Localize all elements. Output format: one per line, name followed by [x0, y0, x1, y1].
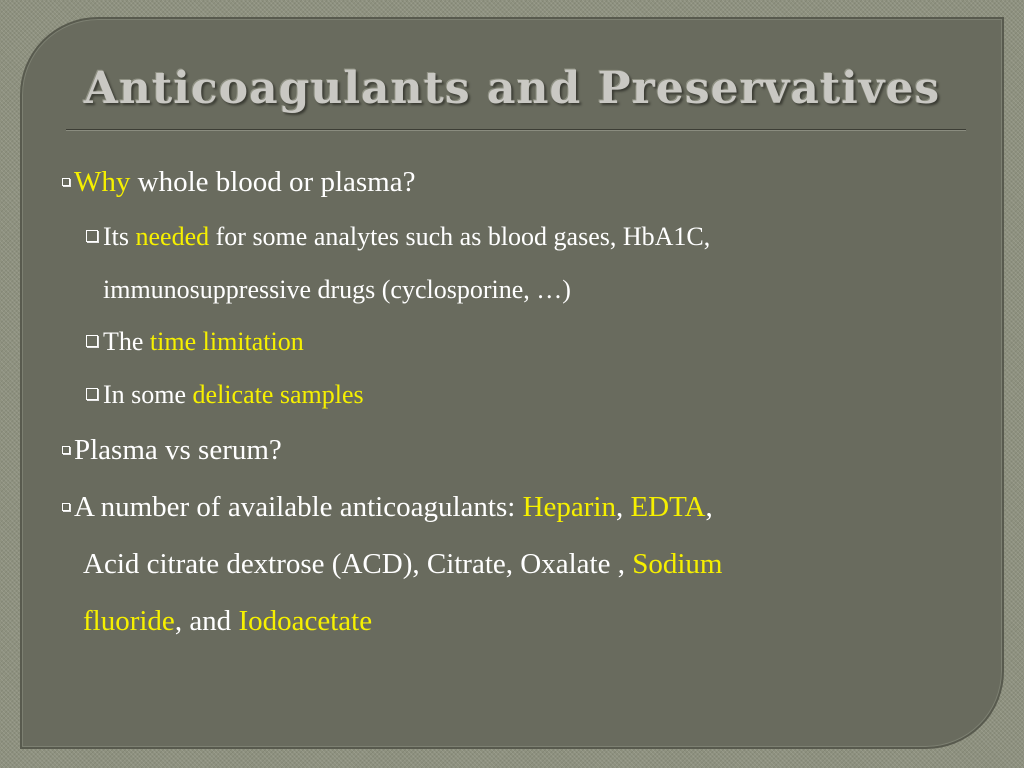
hollow-square-bullet-icon [86, 230, 98, 242]
bullet-anticoagulants [62, 491, 713, 524]
sub-bullet-needed-continuation: immunosuppressive drugs (cyclosporine, …) [103, 275, 571, 304]
text-segment: , [615, 491, 631, 523]
text-segment: whole blood or plasma? [130, 166, 416, 198]
sub-bullet-needed [86, 222, 710, 252]
sub-bullet-time-limitation [86, 327, 304, 357]
hollow-square-bullet-icon [86, 388, 98, 400]
highlight-sodium: Sodium [632, 548, 723, 580]
highlight-delicate-samples: delicate samples [192, 380, 364, 409]
highlight-iodoacetate: Iodoacetate [238, 605, 373, 637]
text-segment: Its [103, 222, 136, 251]
text-segment: Plasma vs serum? [74, 434, 282, 466]
hollow-square-bullet-icon [62, 446, 70, 454]
highlight-fluoride: fluoride [83, 605, 175, 637]
slide-title: Anticoagulants and Preservatives [83, 63, 941, 114]
bullet-plasma-vs-serum [62, 434, 282, 467]
sub-bullet-delicate-samples [86, 380, 364, 410]
hollow-square-bullet-icon [62, 503, 70, 511]
bullet-why-whole-blood [62, 166, 415, 199]
highlight-time-limitation: time limitation [149, 327, 304, 356]
highlight-why: Why [74, 166, 131, 198]
highlight-heparin: Heparin [522, 491, 616, 523]
text-segment: In some [103, 380, 193, 409]
bullet-anticoagulants-continuation-1 [83, 548, 722, 581]
bullet-anticoagulants-continuation-2 [83, 605, 372, 638]
hollow-square-bullet-icon [62, 178, 70, 186]
title-divider [66, 129, 966, 131]
text-segment: Acid citrate dextrose (ACD), Citrate, Oxalate , [83, 548, 633, 580]
highlight-edta: EDTA [630, 491, 706, 523]
text-segment: The [103, 327, 150, 356]
text-segment: , [705, 491, 713, 523]
highlight-needed: needed [135, 222, 210, 251]
text-segment: A number of available anticoagulants: [74, 491, 523, 523]
text-segment: , and [174, 605, 239, 637]
hollow-square-bullet-icon [86, 335, 98, 347]
text-segment: for some analytes such as blood gases, HbA1C, [209, 222, 711, 251]
